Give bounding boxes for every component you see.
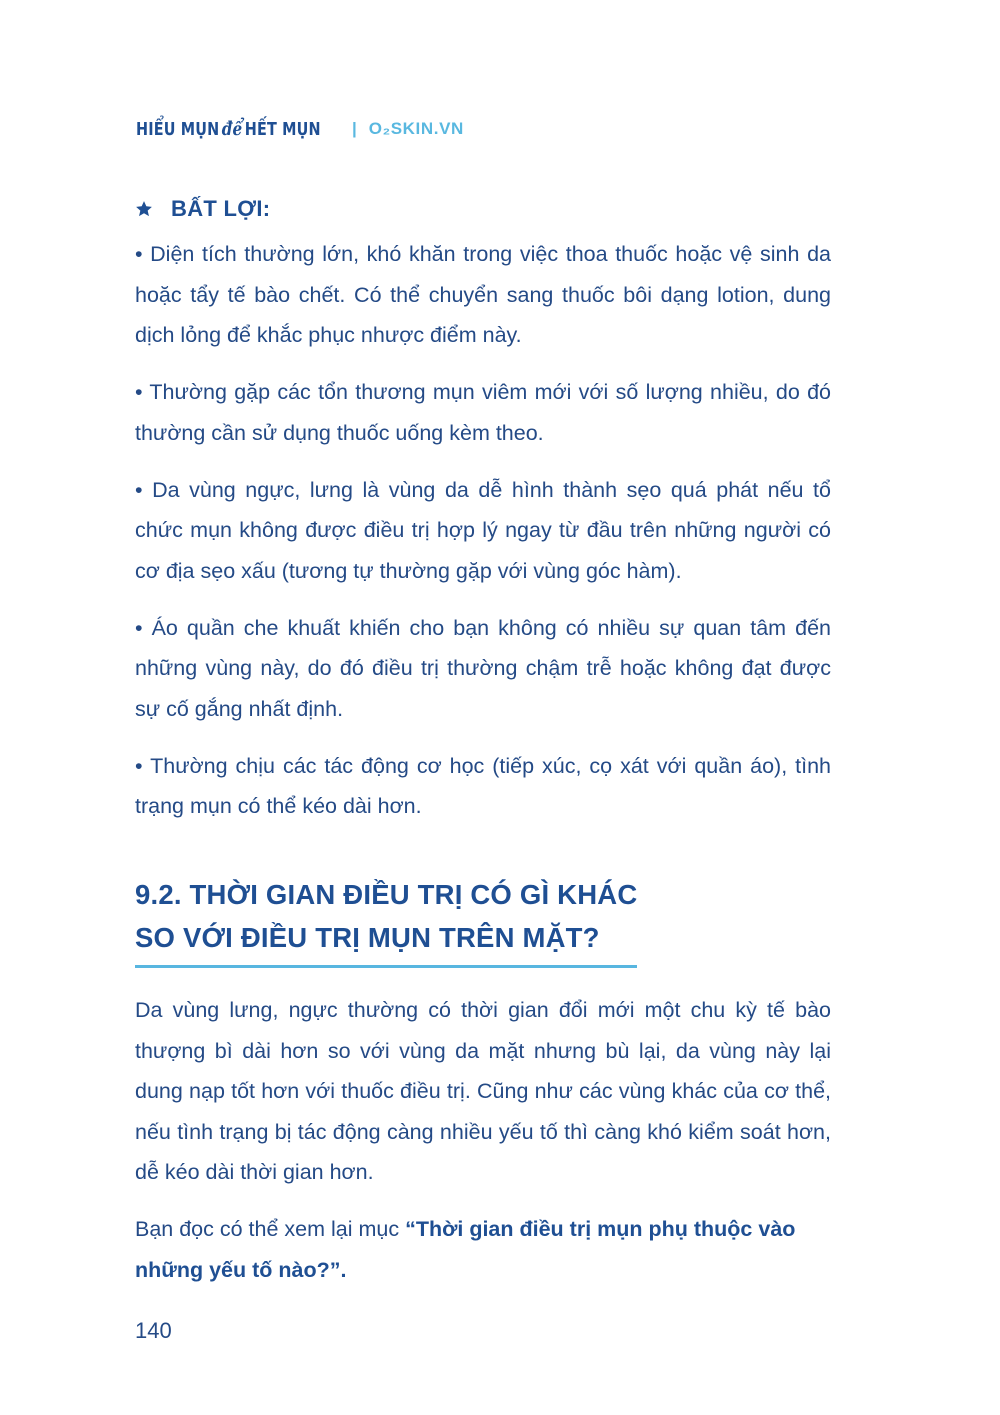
bullet-item: • Thường gặp các tổn thương mụn viêm mới với số lượng nhiều, do đó thường cần sử dụng thuốc uống kèm theo. bbox=[135, 380, 831, 445]
bullet-item: • Da vùng ngực, lưng là vùng da dễ hình thành sẹo quá phát nếu tổ chức mụn không được điều trị hợp lý ngay từ đầu trên những người có cơ địa sẹo xấu (tương tự thường gặp với vùng góc hàm). bbox=[135, 477, 831, 583]
section-heading-line2: SO VỚI ĐIỀU TRỊ MỤN TRÊN MẶT? bbox=[135, 922, 600, 953]
page-content bbox=[135, 190, 831, 1307]
reference-title: “Thời gian điều trị mụn phụ thuộc vào những yếu tố nào?”. bbox=[135, 1217, 796, 1282]
bullet-item: • Áo quần che khuất khiến cho bạn không có nhiều sự quan tâm đến những vùng này, do đó điều trị thường chậm trễ hoặc không đạt được sự cố gắng nhất định. bbox=[135, 615, 831, 721]
bullet-item: • Diện tích thường lớn, khó khăn trong việc thoa thuốc hoặc vệ sinh da hoặc tẩy tế bào chết. Có thể chuyển sang thuốc bôi dạng lotion, dung dịch lỏng để khắc phục nhược điểm này. bbox=[135, 242, 831, 347]
body-paragraph: Da vùng lưng, ngực thường có thời gian đổi mới một chu kỳ tế bào thượng bì dài hơn so với vùng da mặt nhưng bù lại, da vùng này lại dung nạp tốt hơn với thuốc điều trị. Cũng như các vùng khác của cơ thể, nếu tình trạng bị tác động càng nhiều yếu tố thì càng khó kiểm soát hơn, dễ kéo dài thời gian hơn. bbox=[135, 998, 831, 1184]
section-heading-line1: 9.2. THỜI GIAN ĐIỀU TRỊ CÓ GÌ KHÁC bbox=[135, 879, 638, 910]
disadvantages-label bbox=[135, 190, 831, 228]
running-header bbox=[136, 114, 464, 144]
star-icon bbox=[135, 200, 153, 218]
bullet-item: • Thường chịu các tác động cơ học (tiếp xúc, cọ xát với quần áo), tình trạng mụn có thể kéo dài hơn. bbox=[135, 753, 831, 818]
header-separator: | bbox=[352, 119, 357, 138]
book-title-part3: HẾT MỤN bbox=[244, 119, 321, 140]
section-heading bbox=[135, 873, 637, 968]
book-title bbox=[136, 118, 321, 140]
reference-intro: Bạn đọc có thể xem lại mục bbox=[135, 1217, 406, 1241]
reference-paragraph bbox=[135, 1209, 831, 1290]
section-label-text: BẤT LỢI: bbox=[171, 196, 271, 221]
page-number: 140 bbox=[135, 1318, 172, 1343]
book-title-part1: HIỂU MỤN bbox=[136, 119, 220, 140]
website-name: O₂SKIN.VN bbox=[368, 119, 464, 138]
book-title-part2: để bbox=[221, 118, 243, 140]
